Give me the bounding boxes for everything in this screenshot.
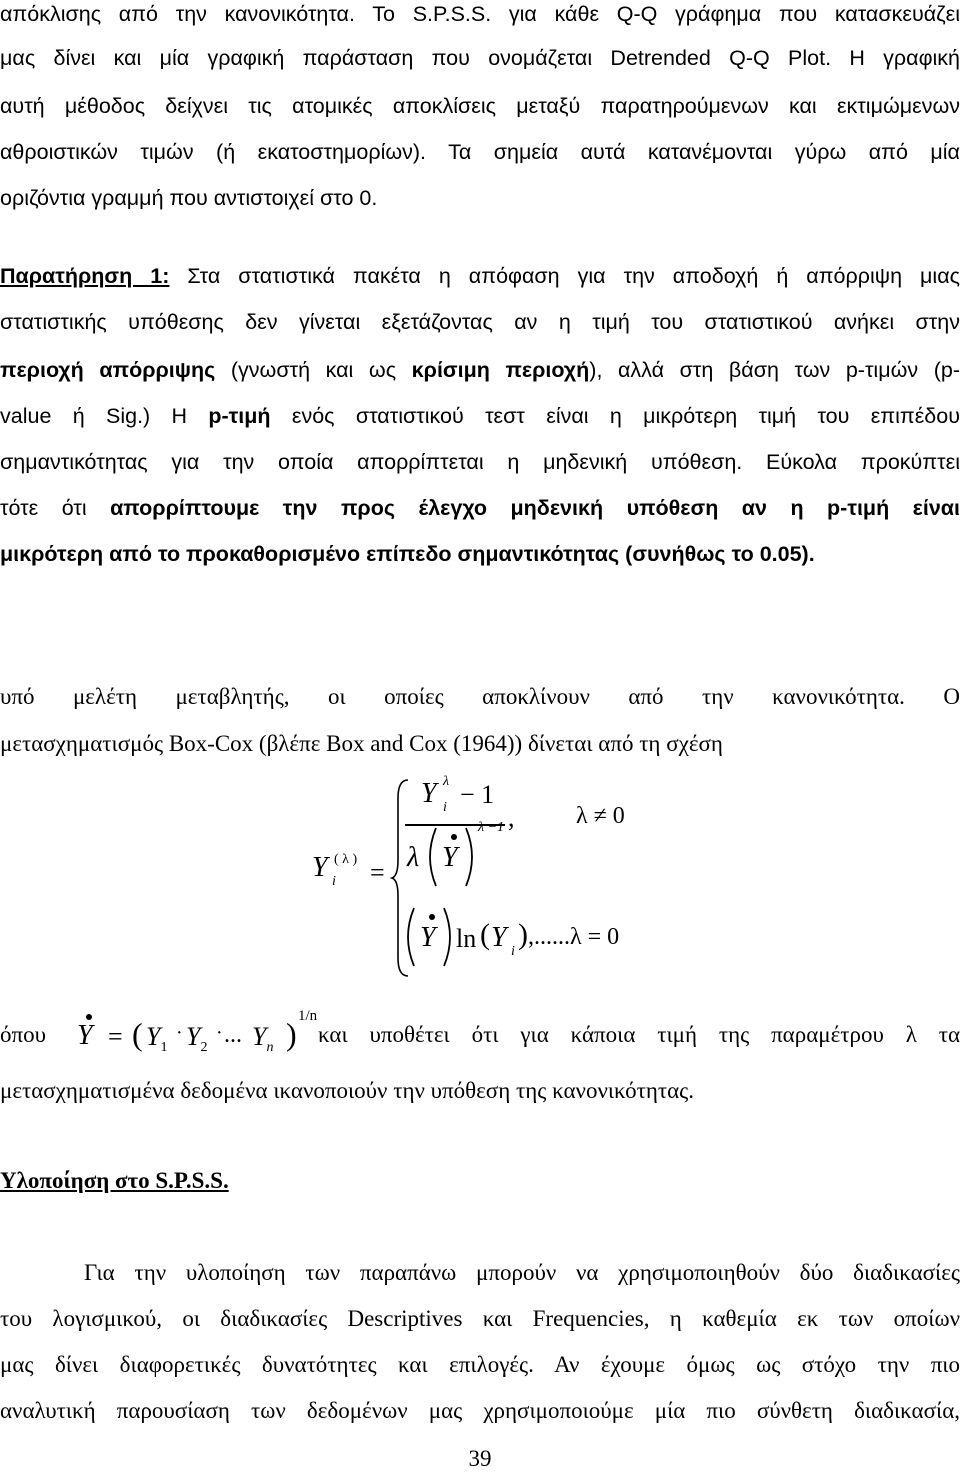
case2-Yi: Y xyxy=(491,922,507,953)
note1-text-3b: ), αλλά στη βάση των p-τιμών (p- xyxy=(589,358,960,382)
intro-line-3: αυτή μέθοδος δείχνει τις ατομικές αποκλίσεις μεταξύ παρατηρούμενων και εκτιμώμενων xyxy=(0,94,960,118)
note1-line-5: σημαντικότητας για την οποία απορρίπτεται η μηδενική υπόθεση. Εύκολα προκύπτει xyxy=(0,450,960,474)
case1-den-lambda: λ xyxy=(407,842,420,873)
note1-term-p-value: p-τιμή xyxy=(208,404,271,428)
case1-minus-one: − 1 xyxy=(460,780,495,809)
geo-dots: ... xyxy=(224,1022,242,1048)
case1-Y: Y xyxy=(421,778,437,809)
after-formula-line-2: μετασχηματισμένα δεδομένα ικανοποιούν την υπόθεση της κανονικότητας. xyxy=(0,1078,695,1103)
note1-text-3a: (γνωστή και ως xyxy=(230,358,397,382)
section-line-4: αναλυτική παρουσίαση των δεδομένων μας χρησιμοποιούμε μία πιο σύνθετη διαδικασία, xyxy=(0,1398,960,1423)
case1-den-dot xyxy=(451,834,457,840)
note1-bold-6: απορρίπτουμε την προς έλεγχο μηδενική υπόθεση αν η p-τιμή είναι xyxy=(110,496,960,520)
case2-dot xyxy=(429,914,435,920)
after-formula-line-1: όπου Y = ( $Y_1$ · $Y_2$ · ... $Y_n$ ) 1/n και υποθέτει ότι για κάποια τιμή της παραμέτρου λ τα xyxy=(0,1008,960,1055)
geo-Yn: $Y_n$ xyxy=(252,1022,274,1055)
case1-den-Y: Y xyxy=(442,842,458,873)
note1-text-4a: value ή Sig.) Η xyxy=(0,404,188,428)
case2-i: i xyxy=(511,944,515,959)
note1-term-rejection-region: περιοχή απόρριψης xyxy=(0,358,216,382)
note1-line-7: μικρότερη από το προκαθορισμένο επίπεδο σημαντικότητας (συνήθως το 0.05). xyxy=(0,542,815,566)
formula-lhs-lambda: ( λ ) xyxy=(334,852,358,867)
geo-equals: = xyxy=(108,1022,123,1051)
case1-condition: λ ≠ 0 xyxy=(576,803,625,829)
note1-text-4b: ενός στατιστικού τεστ είναι η μικρότερη τιμή του επιπέδου xyxy=(291,404,960,428)
case2-Y: Y xyxy=(420,922,436,953)
note1-line-1 xyxy=(0,264,960,289)
geo-Y: Y xyxy=(77,1020,93,1051)
formula-equals: = xyxy=(370,858,385,887)
note1-label: Παρατήρηση 1: xyxy=(0,264,170,288)
case1-lambda: λ xyxy=(443,774,450,789)
note2-line-2: υπό μελέτη μεταβλητής, οι οποίες αποκλίνουν από την κανονικότητα. Ο xyxy=(0,684,960,709)
after-formula-text-1: και υποθέτει ότι για κάποια τιμή της παραμέτρου λ τα xyxy=(318,1022,960,1047)
geo-dot xyxy=(86,1014,92,1020)
note2-line-3: μετασχηματισμός Box-Cox (βλέπε Box and Cox (1964)) δίνεται από τη σχέση xyxy=(0,731,723,756)
geo-Y1: $Y_1$ xyxy=(146,1022,168,1055)
section-line-2: του λογισμικού, οι διαδικασίες Descriptives και Frequencies, η καθεμία εκ των οποίων xyxy=(0,1306,960,1331)
case1-den-exp: λ −1 xyxy=(478,820,505,835)
case2-condition: ,......λ = 0 xyxy=(528,924,620,950)
section-line-1: Για την υλοποίηση των παραπάνω μπορούν να χρησιμοποιηθούν δύο διαδικασίες xyxy=(84,1260,960,1285)
intro-line-1: απόκλισης από την κανονικότητα. Το S.P.S.S. για κάθε Q-Q γράφημα που κατασκευάζει xyxy=(0,2,960,26)
opou-text: όπου xyxy=(0,1022,46,1047)
note1-line-4 xyxy=(0,404,960,429)
case1-i: i xyxy=(443,800,447,815)
geo-exp: 1/n xyxy=(298,1008,318,1024)
intro-line-5: οριζόντια γραμμή που αντιστοιχεί στο 0. xyxy=(0,186,378,210)
section-heading: Υλοποίηση στο S.P.S.S. xyxy=(0,1168,229,1193)
intro-line-2: μας δίνει και μία γραφική παράσταση που ονομάζεται Detrended Q-Q Plot. Η γραφική xyxy=(0,46,960,70)
note1-line-3 xyxy=(0,358,960,383)
formula-lhs-i: i xyxy=(332,874,336,889)
formula-lhs-Y: Y xyxy=(312,852,328,883)
geo-Y2: $Y_2$ xyxy=(186,1022,208,1055)
intro-line-4: αθροιστικών τιμών (ή εκατοστημορίων). Τα σημεία αυτά κατανέμονται γύρω από μία xyxy=(0,140,960,164)
case1-comma: , xyxy=(508,803,515,832)
note1-line-6 xyxy=(0,496,960,521)
case2-ln: ln xyxy=(456,924,477,953)
note1-text-1: Στα στατιστικά πακέτα η απόφαση για την αποδοχή ή απόρριψη μιας xyxy=(187,264,960,288)
note1-term-critical-region: κρίσιμη περιοχή xyxy=(411,358,590,382)
note1-text-6a: τότε ότι xyxy=(0,496,87,520)
page-number: 39 xyxy=(468,1446,492,1471)
note1-line-2: στατιστικής υπόθεσης δεν γίνεται εξετάζοντας αν η τιμή του στατιστικού ανήκει στην xyxy=(0,310,960,334)
section-line-3: μας δίνει διαφορετικές δυνατότητες και επιλογές. Αν έχουμε όμως ως στόχο την πιο xyxy=(0,1352,960,1377)
